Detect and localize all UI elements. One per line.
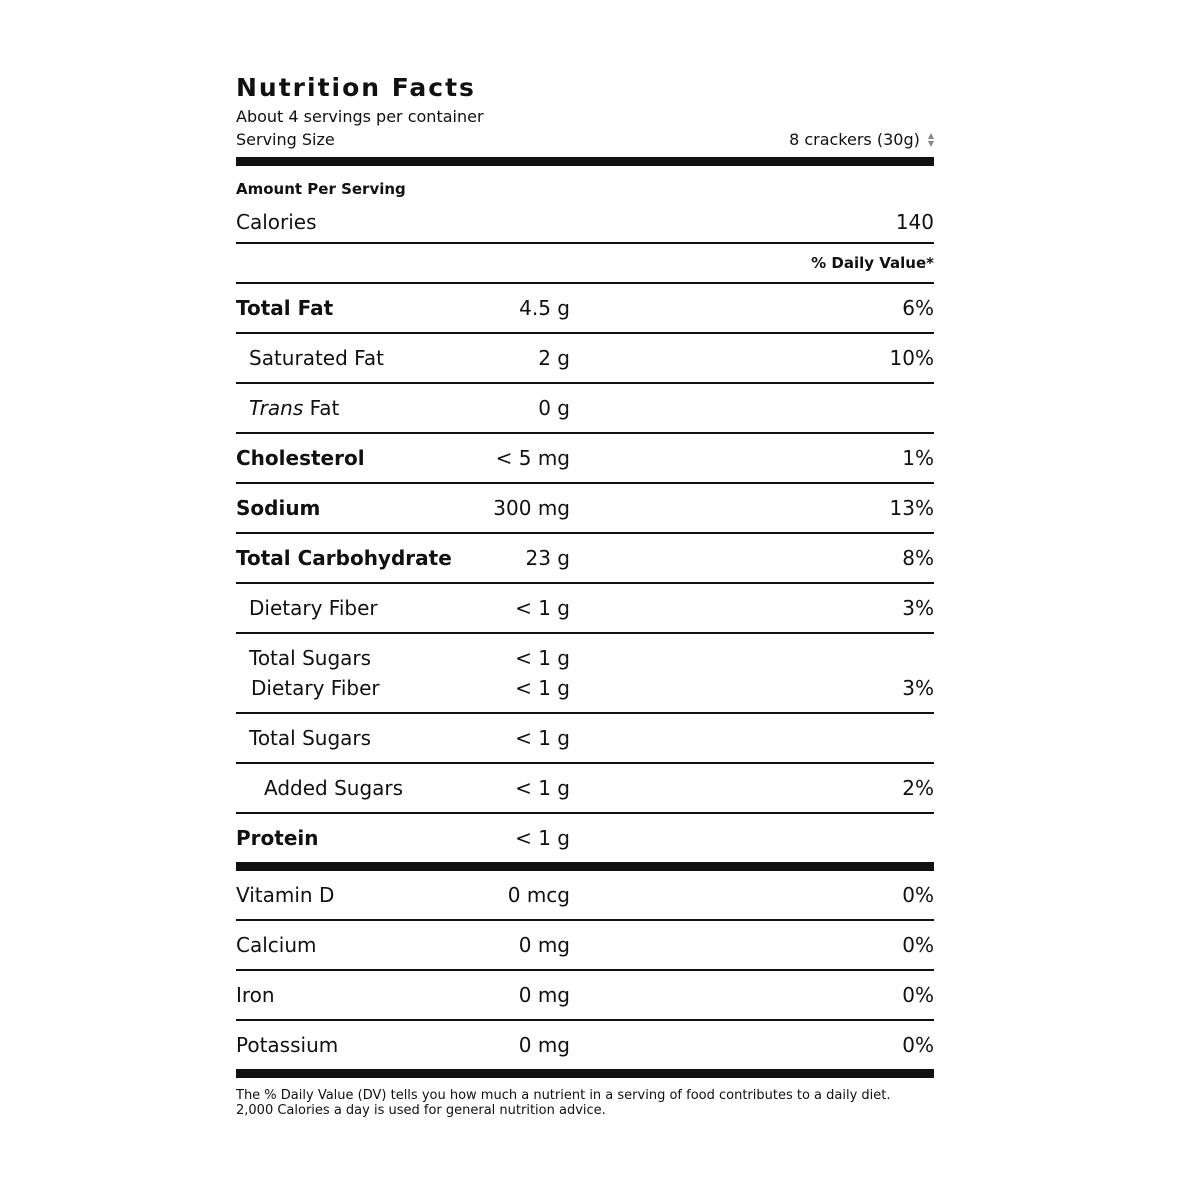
nutrient-row-protein bbox=[236, 814, 934, 862]
vitamin-name: Calcium bbox=[236, 933, 317, 957]
nutrient-dv: 10% bbox=[889, 346, 934, 370]
vitamin-row-iron bbox=[236, 971, 934, 1021]
calories-value: 140 bbox=[895, 210, 934, 234]
nutrient-row-sodium bbox=[236, 484, 934, 534]
nutrient-amount: < 1 g bbox=[515, 646, 570, 670]
trans-italic: Trans bbox=[249, 396, 304, 420]
nutrient-amount: < 1 g bbox=[515, 776, 570, 800]
nutrient-name bbox=[236, 396, 486, 420]
nutrient-name: Added Sugars bbox=[264, 776, 404, 800]
thick-divider-vitamins bbox=[236, 862, 934, 871]
nutrient-name: Total Sugars bbox=[249, 646, 372, 670]
vitamin-name: Potassium bbox=[236, 1033, 339, 1057]
vitamin-row-vitamin-d bbox=[236, 871, 934, 921]
calories-row bbox=[236, 202, 934, 244]
double-row-stack bbox=[236, 634, 934, 712]
nutrient-amount: 0 g bbox=[538, 396, 570, 420]
nutrient-name: Cholesterol bbox=[236, 446, 365, 470]
nutrient-row-trans-fat bbox=[236, 384, 934, 434]
stack-line-dietary-fiber bbox=[236, 673, 934, 703]
thick-divider bbox=[236, 157, 934, 166]
nutrient-name: Protein bbox=[236, 826, 319, 850]
nutrient-name: Dietary Fiber bbox=[251, 676, 380, 700]
nutrient-name: Total Carbohydrate bbox=[236, 546, 452, 570]
vitamin-amount: 0 mg bbox=[518, 933, 570, 957]
trans-suffix: Fat bbox=[303, 396, 340, 420]
daily-value-header: % Daily Value* bbox=[236, 244, 934, 284]
vitamin-row-calcium bbox=[236, 921, 934, 971]
nutrient-amount: 4.5 g bbox=[519, 296, 570, 320]
nutrient-dv: 1% bbox=[902, 446, 934, 470]
nutrient-name: Total Fat bbox=[236, 296, 334, 320]
nutrient-dv: 3% bbox=[902, 596, 934, 620]
vitamin-dv: 0% bbox=[902, 933, 934, 957]
serving-size-label: Serving Size bbox=[236, 130, 335, 149]
thick-divider-footer bbox=[236, 1069, 934, 1078]
serving-size-value: 8 crackers (30g) bbox=[789, 130, 920, 149]
vitamin-name: Vitamin D bbox=[236, 883, 335, 907]
nutrient-dv: 2% bbox=[902, 776, 934, 800]
nutrient-row-sugars-fiber bbox=[236, 634, 934, 714]
nutrient-name: Sodium bbox=[236, 496, 321, 520]
nutrient-dv: 13% bbox=[889, 496, 934, 520]
nutrient-name: Dietary Fiber bbox=[249, 596, 378, 620]
nutrient-amount: 23 g bbox=[525, 546, 570, 570]
page-title: Nutrition Facts bbox=[236, 73, 476, 102]
serving-size-selector[interactable] bbox=[789, 129, 934, 151]
nutrient-amount: 2 g bbox=[538, 346, 570, 370]
vitamin-amount: 0 mg bbox=[518, 983, 570, 1007]
vitamin-dv: 0% bbox=[902, 1033, 934, 1057]
nutrient-amount: < 1 g bbox=[515, 826, 570, 850]
vitamin-name: Iron bbox=[236, 983, 275, 1007]
vitamin-amount: 0 mg bbox=[518, 1033, 570, 1057]
nutrient-row-cholesterol bbox=[236, 434, 934, 484]
nutrient-dv: 3% bbox=[902, 676, 934, 700]
nutrient-row-total-carbohydrate bbox=[236, 534, 934, 584]
nutrient-row-dietary-fiber bbox=[236, 584, 934, 634]
nutrient-row-added-sugars bbox=[236, 764, 934, 814]
nutrient-name: Total Sugars bbox=[249, 726, 372, 750]
nutrient-amount: < 5 mg bbox=[495, 446, 570, 470]
nutrient-name: Saturated Fat bbox=[249, 346, 384, 370]
stack-line-total-sugars bbox=[236, 643, 934, 673]
nutrient-row-saturated-fat bbox=[236, 334, 934, 384]
footnote-line-1: The % Daily Value (DV) tells you how much a nutrient in a serving of food contributes to a daily diet. bbox=[236, 1088, 891, 1103]
vitamin-amount: 0 mcg bbox=[507, 883, 570, 907]
footnote-line-2: 2,000 Calories a day is used for general nutrition advice. bbox=[236, 1103, 606, 1118]
nutrient-dv: 8% bbox=[902, 546, 934, 570]
nutrition-facts-panel bbox=[236, 72, 934, 1118]
nutrient-row-total-fat bbox=[236, 284, 934, 334]
vitamin-dv: 0% bbox=[902, 983, 934, 1007]
nutrient-amount: < 1 g bbox=[515, 726, 570, 750]
vitamin-row-potassium bbox=[236, 1021, 934, 1069]
vitamin-dv: 0% bbox=[902, 883, 934, 907]
nutrient-amount: < 1 g bbox=[515, 596, 570, 620]
footnote bbox=[236, 1088, 934, 1118]
serving-size-row bbox=[236, 129, 934, 151]
nutrient-amount: 300 mg bbox=[493, 496, 570, 520]
nutrient-amount: < 1 g bbox=[515, 676, 570, 700]
stepper-icon[interactable]: ▲ ▼ bbox=[927, 131, 934, 148]
amount-per-serving: Amount Per Serving bbox=[236, 180, 406, 198]
nutrient-dv: 6% bbox=[902, 296, 934, 320]
servings-per-container: About 4 servings per container bbox=[236, 107, 484, 126]
nutrient-row-total-sugars bbox=[236, 714, 934, 764]
calories-label: Calories bbox=[236, 210, 317, 234]
